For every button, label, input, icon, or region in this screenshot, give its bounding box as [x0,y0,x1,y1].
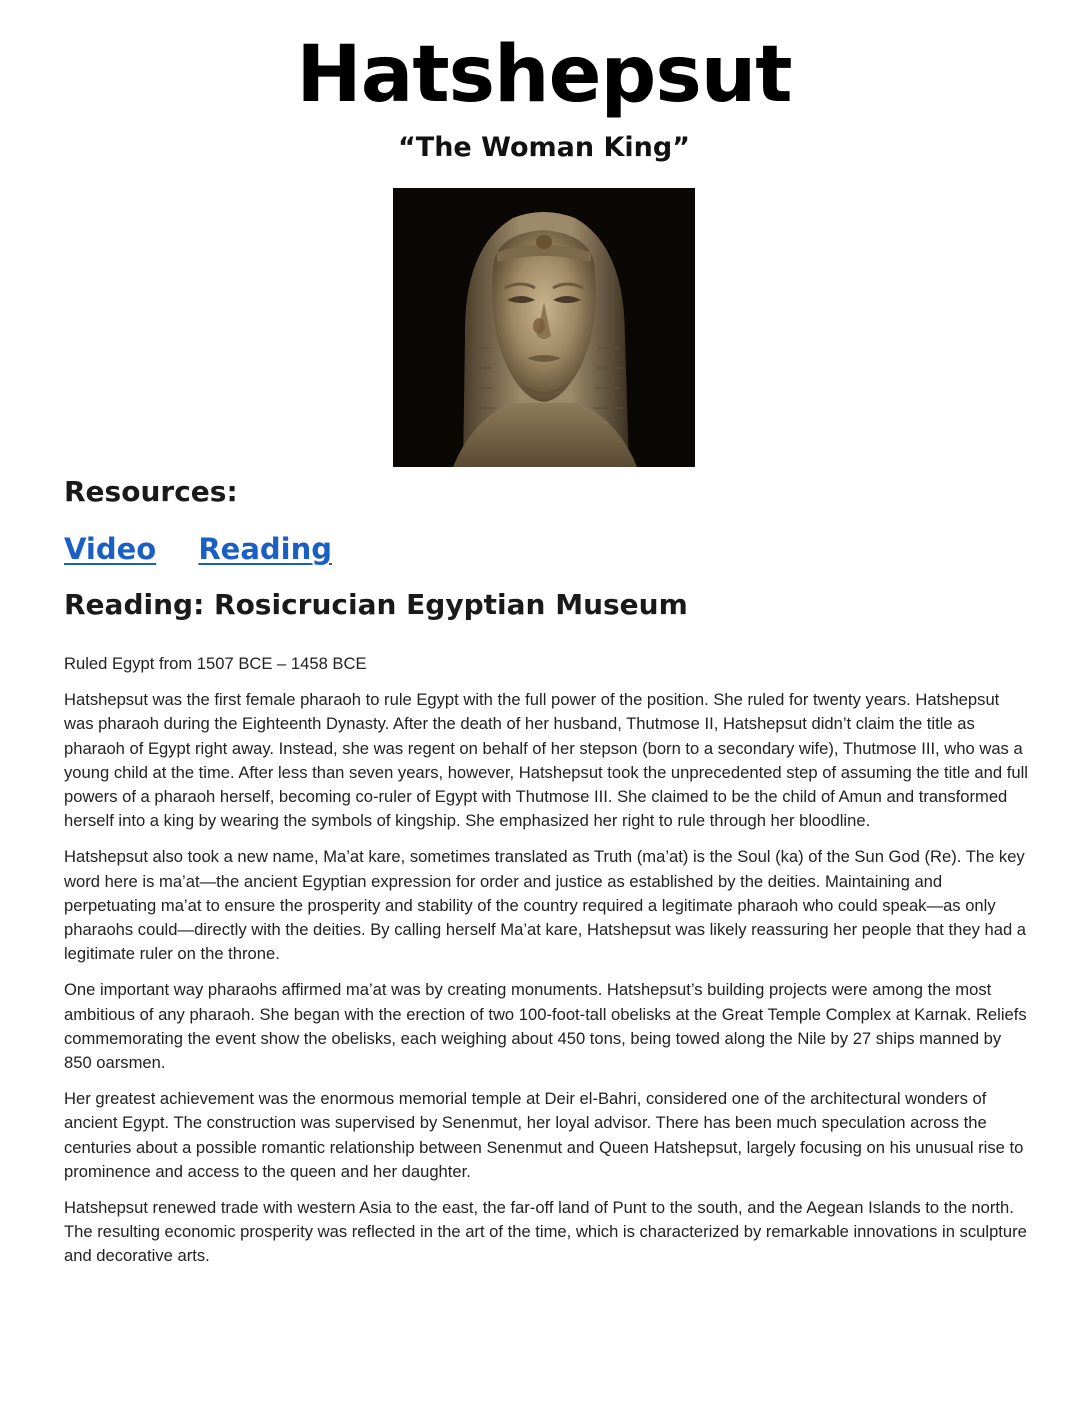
reading-heading: Reading: Rosicrucian Egyptian Museum [64,588,688,621]
paragraph: Hatshepsut renewed trade with western Asia to the east, the far-off land of Punt to the south, and the Aegean Islands to the north. The resulting economic prosperity was reflected in the art of the time, which is characterized by remarkable innovations in sculpture and decorative arts. [64,1198,1027,1266]
resource-links [64,528,364,570]
page-title: Hatshepsut [296,30,792,120]
page-subtitle: “The Woman King” [398,132,690,163]
reign-dates: Ruled Egypt from 1507 BCE – 1458 BCE [64,654,367,673]
paragraph: Hatshepsut was the first female pharaoh to rule Egypt with the full power of the position. She ruled for twenty years. Hatshepsut was pharaoh during the Eighteenth Dynasty. After the death of her husband, Thutmose II, Hatshepsut didn’t claim the title as pharaoh of Egypt right away. Instead, she was regent on behalf of her stepson (born to a secondary wife), Thutmose III, who was a young child at the time. After less than seven years, however, Hatshepsut took the unprecedented step of assuming the title and full powers of a pharaoh herself, becoming co-ruler of Egypt with Thutmose III. She claimed to be the child of Amun and transformed herself into a king by wearing the symbols of kingship. She emphasized her right to rule through her bloodline. [64,690,1028,831]
paragraph: One important way pharaohs affirmed ma’at was by creating monuments. Hatshepsut’s building projects were among the most ambitious of any pharaoh. She began with the erection of two 100-foot-tall obelisks at the Great Temple Complex at Karnak. Reliefs commemorating the event show the obelisks, each weighing about 450 tons, being towed along the Nile by 27 ships manned by 850 oarsmen. [64,980,1027,1073]
reading-body [64,652,1032,1281]
statue-portrait-icon [393,188,695,467]
video-link[interactable]: Video [64,532,157,566]
paragraph: Her greatest achievement was the enormous memorial temple at Deir el-Bahri, considered one of the architectural wonders of ancient Egypt. The construction was supervised by Senenmut, her loyal advisor. There has been much speculation across the centuries about a possible romantic relationship between Senenmut and Queen Hatshepsut, largely focusing on his unusual rise to prominence and access to the queen and her daughter. [64,1089,1024,1181]
paragraph: Hatshepsut also took a new name, Ma’at kare, sometimes translated as Truth (ma’at) is the Soul (ka) of the Sun God (Re). The key word here is ma’at—the ancient Egyptian expression for order and justice as established by the deities. Maintaining and perpetuating ma’at to ensure the prosperity and stability of the country required a legitimate pharaoh who could speak—as only pharaohs could—directly with the deities. By calling herself Ma’at kare, Hatshepsut was likely reassuring her people that they had a legitimate ruler on the throne. [64,847,1027,964]
resources-heading: Resources: [64,475,238,508]
hatshepsut-statue-image [393,188,695,467]
reading-link[interactable]: Reading [198,532,333,566]
